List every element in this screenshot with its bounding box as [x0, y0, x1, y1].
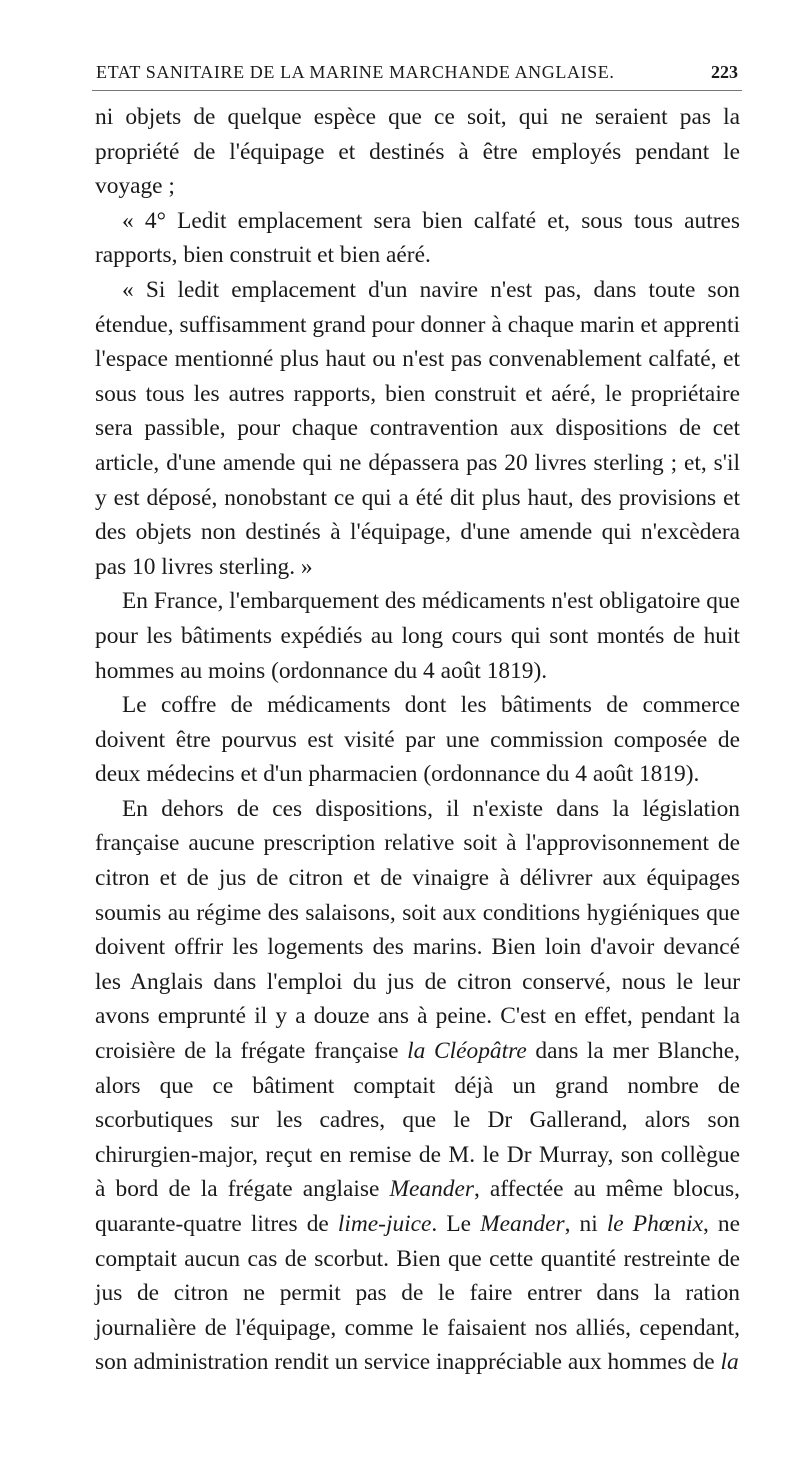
- paragraph: [95, 100, 740, 204]
- text-run: . Le: [431, 1211, 481, 1237]
- italic-text: Meander: [480, 1211, 565, 1237]
- text-run: « 4° Ledit emplacement sera bien calfaté et, sous tous autres rapports, bien construit et bien aéré.: [95, 207, 740, 269]
- italic-text: lime-juice: [337, 1211, 432, 1237]
- paragraph: [95, 688, 740, 792]
- text-run: , ne comptait aucun cas de scorbut. Bien que cette quantité restreinte de jus de citron ne permit pas de le faire entrer dans la ration journalière de l'équipage, comme le faisaient nos alliés, cependant, son administration rendit un service inappréciable aux hommes de: [95, 1211, 740, 1376]
- paragraph: [95, 584, 740, 688]
- text-run: Le coffre de médicaments dont les bâtiments de commerce doivent être pourvus est visité par une commission composée de deux médecins et d'un pharmacien (ordonnance du 4 août 1819).: [95, 692, 740, 788]
- paragraph: [95, 204, 740, 273]
- running-title: ETAT SANITAIRE DE LA MARINE MARCHANDE ANGLAISE.: [96, 62, 615, 82]
- text-run: , affectée au même blocus, quarante-quatre litres de: [95, 1176, 741, 1237]
- header-rule: [92, 90, 742, 91]
- paragraph: [95, 273, 740, 584]
- running-head: [0, 56, 800, 92]
- italic-text: Meander: [389, 1176, 474, 1203]
- paragraph: [95, 792, 740, 1380]
- italic-text: la: [720, 1349, 739, 1376]
- italic-text: la Cléopâtre: [407, 1038, 527, 1065]
- text-run: « Si ledit emplacement d'un navire n'est pas, dans toute son étendue, suffisamment grand pour donner à chaque marin et apprenti l'espace mentionné plus haut ou n'est pas convenablement calfaté, et sous tous les autres rapports, bien construit et aéré, le propriétaire sera passible, pour chaque contravention aux dispositions de cet article, d'une amende qui ne dépassera pas 20 livres sterling ; et, s'il y est déposé, nonobstant ce qui a été dit plus haut, des provisions et des objets non destinés à l'équipage, d'une amende qui n'excèdera pas 10 livres sterling. »: [95, 276, 740, 580]
- body-text: [95, 100, 740, 1380]
- italic-text: le Phœnix: [606, 1211, 703, 1237]
- text-run: En dehors de ces dispositions, il n'existe dans la législation française aucune prescription relative soit à l'approvisonnement de citron et de jus de citron et de vinaigre à délivrer aux équipages soumis au régime des salaisons, soit aux conditions hygiéniques que doivent offrir les logements des marins. Bien loin d'avoir devancé les Anglais dans l'emploi du jus de citron conservé, nous le leur avons emprunté il y a douze ans à peine. C'est en effet, pendant la croisière de la frégate française: [95, 795, 740, 1065]
- text-run: , ni: [564, 1211, 607, 1237]
- page-number: 223: [711, 62, 738, 82]
- text-run: dans la mer Blanche, alors que ce bâtiment comptait déjà un grand nombre de scorbutiques sur les cadres, que le Dr Gallerand, alors son chirurgien-major, reçut en remise de M. le Dr Murray, son collègue à bord de la frégate anglaise: [95, 1038, 740, 1203]
- text-run: ni objets de quelque espèce que ce soit, qui ne seraient pas la propriété de l'équipage et destinés à être employés pendant le voyage ;: [95, 104, 740, 200]
- text-run: En France, l'embarquement des médicaments n'est obligatoire que pour les bâtiments expédiés au long cours qui sont montés de huit hommes au moins (ordonnance du 4 août 1819).: [95, 588, 740, 684]
